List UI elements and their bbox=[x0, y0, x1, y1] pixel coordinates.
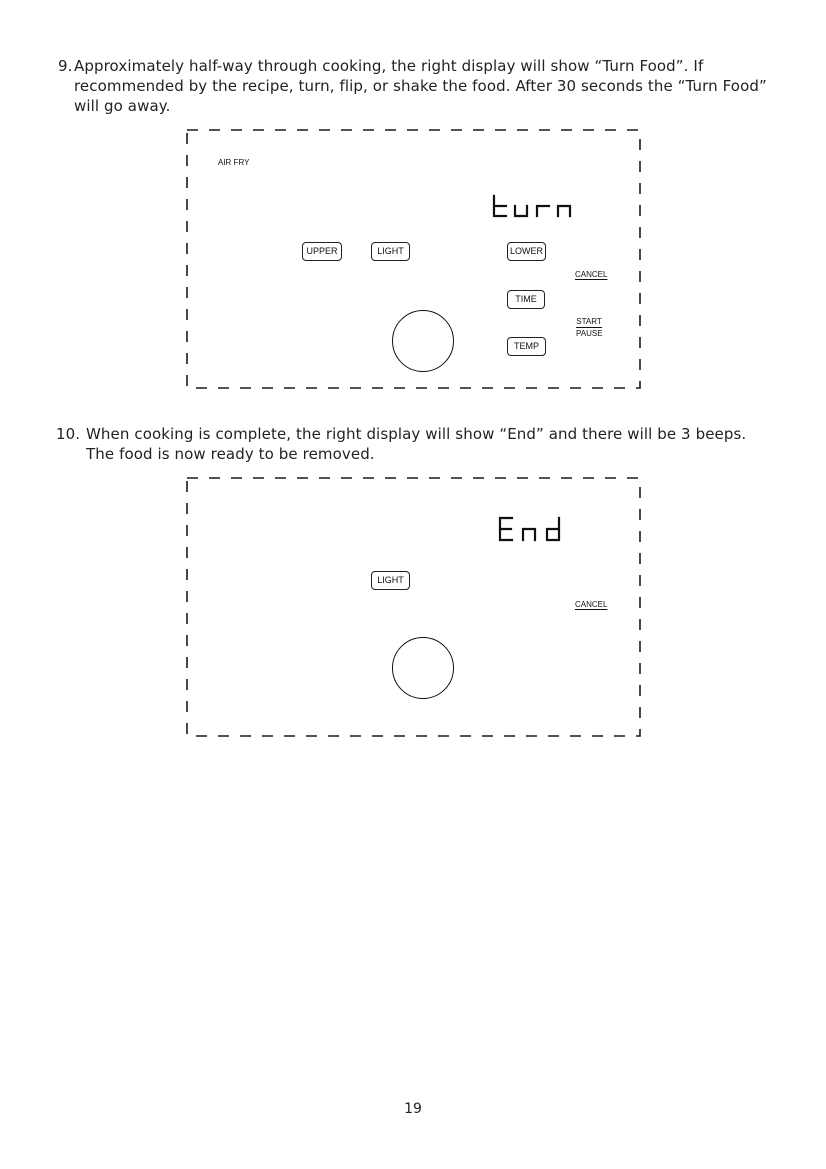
time-button[interactable]: TIME bbox=[507, 290, 545, 309]
control-dial[interactable] bbox=[392, 310, 454, 372]
segment-display-glyphs bbox=[491, 194, 573, 218]
cancel-touch[interactable]: CANCEL bbox=[575, 270, 608, 279]
segment-display-glyphs bbox=[497, 516, 563, 542]
display-turn bbox=[491, 194, 573, 218]
step-number: 10. bbox=[56, 425, 81, 443]
page-number: 19 bbox=[404, 1101, 422, 1117]
cancel-touch[interactable]: CANCEL bbox=[575, 600, 608, 609]
pause-label: PAUSE bbox=[576, 329, 603, 338]
start-pause-touch[interactable] bbox=[576, 317, 602, 338]
step-10 bbox=[56, 424, 776, 466]
mode-label-air-fry: AIR FRY bbox=[218, 158, 250, 167]
control-panel-end bbox=[185, 476, 642, 738]
control-panel-turn-food bbox=[185, 128, 642, 390]
step-text: When cooking is complete, the right display will show “End” and there will be 3 beeps. The food is now ready to be removed. bbox=[86, 425, 747, 463]
start-label: START bbox=[576, 317, 602, 326]
temp-button[interactable]: TEMP bbox=[507, 337, 546, 356]
step-9 bbox=[58, 56, 778, 118]
light-button[interactable]: LIGHT bbox=[371, 571, 410, 590]
step-number: 9. bbox=[58, 57, 73, 75]
step-text: Approximately half-way through cooking, the right display will show “Turn Food”. If recommended by the recipe, turn, flip, or shake the food. After 30 seconds the “Turn Food” will go away. bbox=[74, 57, 767, 115]
panel-dashed-border bbox=[185, 476, 642, 738]
control-dial[interactable] bbox=[392, 637, 454, 699]
lower-button[interactable]: LOWER bbox=[507, 242, 546, 261]
display-end bbox=[497, 516, 563, 542]
upper-button[interactable]: UPPER bbox=[302, 242, 342, 261]
light-button[interactable]: LIGHT bbox=[371, 242, 410, 261]
